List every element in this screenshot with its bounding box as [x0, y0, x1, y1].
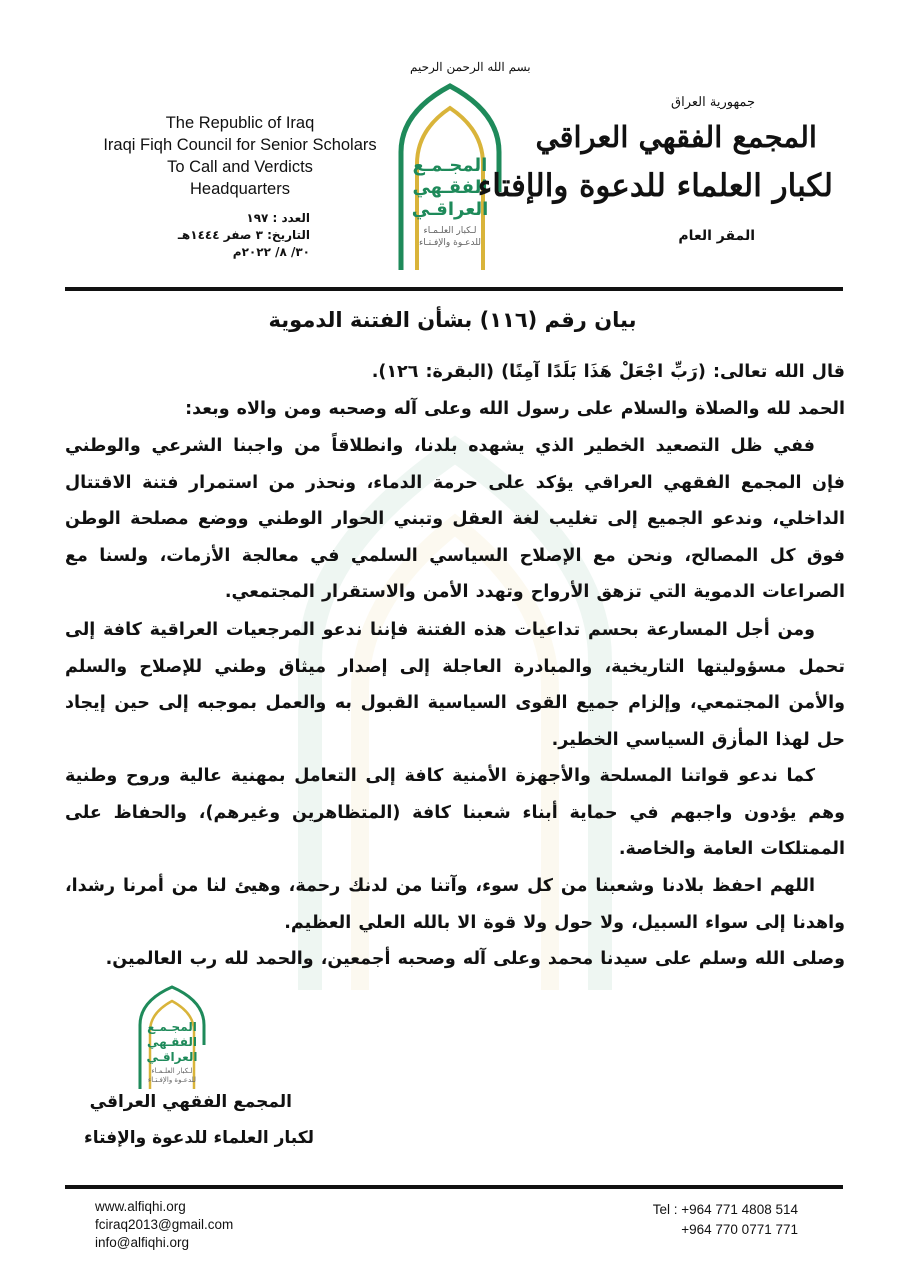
arabic-republic: جمهورية العراق	[671, 95, 755, 110]
document-number: العدد : ١٩٧	[246, 211, 310, 225]
footer-phone-2[interactable]: +964 770 0771 771	[681, 1222, 798, 1237]
signature-line-1: المجمع الفقهي العراقي	[89, 1092, 292, 1112]
paragraph-prayer: اللهم احفظ بلادنا وشعبنا من كل سوء، وآتنا من لدنك رحمة، وهيئ لنا من أمرنا رشدا، واهدنا إلى سواء السبيل، ولا حول ولا قوة الا بالله العلي العظيم.	[65, 876, 845, 933]
document-date-hijri: التاريخ: ٣ صفر ١٤٤٤هـ	[177, 228, 310, 242]
logo-sub-2: للدعـوة والإفـتـاء	[419, 238, 481, 248]
header-line-republic: The Republic of Iraq	[165, 114, 315, 132]
footer-phones	[630, 1200, 798, 1240]
sig-logo-name-1: المجـمـع	[147, 1020, 197, 1034]
footer-contacts	[95, 1198, 233, 1252]
document-date-gregorian: ٣٠/ ٨/ ٢٠٢٢م	[232, 245, 310, 259]
footer-email-2[interactable]: info@alfiqhi.org	[95, 1235, 190, 1250]
paragraph-escalation: ففي ظل التصعيد الخطير الذي يشهده بلدنا، وانطلاقاً من واجبنا الشرعي والوطني فإن المجمع الفقهي العراقي يؤكد على حرمة الدماء، ونحذر من استمرار فتنة الاقتتال الداخلي، وندعو الجميع إلى تغليب لغة العقل وتبني الحوار الوطني ووضع مصلحة الوطن فوق كل المصالح، ونحن مع الإصلاح السياسي السلمي في معالجة الأزمات، ولسنا مع الصراعات الدموية التي تزهق الأرواح وتهدد الأمن والاستقرار المجتمعي.	[65, 436, 845, 602]
english-header	[90, 112, 390, 200]
paragraph-closing: وصلى الله وسلم على سيدنا محمد وعلى آله وصحبه أجمعين، والحمد لله رب العالمين.	[105, 949, 845, 969]
statement-title: بيان رقم (١١٦) بشأن الفتنة الدموية	[268, 308, 637, 332]
logo-sub-1: لـكبار العلـمـاء	[423, 226, 477, 236]
sig-logo-sub-2: للدعـوة والإفـتـاء	[147, 1076, 197, 1084]
sig-logo-sub-1: لـكبار العلـمـاء	[151, 1067, 193, 1075]
signature-line-2: لكبار العلماء للدعوة والإفتاء	[84, 1128, 314, 1148]
paragraph-praise: الحمد لله والصلاة والسلام على رسول الله وعلى آله وصحبه ومن والاه وبعد:	[185, 399, 845, 419]
header-line-hq: Headquarters	[190, 180, 290, 198]
signature-logo	[136, 1020, 208, 1085]
logo-name-2: الفقـهي	[412, 177, 488, 198]
footer-divider	[65, 1185, 843, 1189]
logo-name-3: العراقـي	[411, 199, 489, 220]
paragraph-charter: ومن أجل المسارعة بحسم تداعيات هذه الفتنة فإننا ندعو المرجعيات العراقية كافة إلى تحمل مسؤوليتها التاريخية، والمبادرة العاجلة إلى إصدار ميثاق وطني للإصلاح والسلم والأمن المجتمعي، وإلزام جميع القوى السياسية القبول به والعمل بموجبه إلى حين إيجاد حل لهذا المأزق السياسي الخطير.	[65, 620, 845, 750]
footer-phone-1[interactable]: Tel : +964 771 4808 514	[652, 1202, 798, 1217]
basmala: بسم الله الرحمن الرحيم	[410, 60, 531, 74]
arabic-council-name: المجمع الفقهي العراقي	[535, 120, 817, 154]
sig-logo-name-3: العراقـي	[146, 1050, 198, 1064]
paragraph-forces: كما ندعو قواتنا المسلحة والأجهزة الأمنية كافة إلى التعامل بمهنية عالية وروح وطنية وهم يؤدون واجبهم في حماية أبناء شعبنا كافة (المتظاهرين وغيرهم)، والحفاظ على الممتلكات العامة والخاصة.	[65, 766, 845, 859]
header-line-council: Iraqi Fiqh Council for Senior Scholars	[103, 136, 377, 154]
header-divider	[65, 287, 843, 291]
sig-logo-name-2: الفقـهي	[146, 1035, 198, 1049]
header-line-call: To Call and Verdicts	[167, 158, 313, 176]
logo-name-1: المجـمـع	[412, 155, 488, 176]
footer-email-1[interactable]: fciraq2013@gmail.com	[95, 1217, 234, 1232]
paragraph-verse: قال الله تعالى: (رَبِّ اجْعَلْ هَذَا بَلَدًا آمِنًا) (البقرة: ١٢٦).	[371, 362, 845, 382]
arabic-headquarters: المقر العام	[678, 228, 755, 244]
footer-website[interactable]: www.alfiqhi.org	[95, 1199, 186, 1214]
arabic-council-subtitle: لكبار العلماء للدعوة والإفتاء	[477, 168, 833, 204]
document-meta	[120, 210, 310, 261]
